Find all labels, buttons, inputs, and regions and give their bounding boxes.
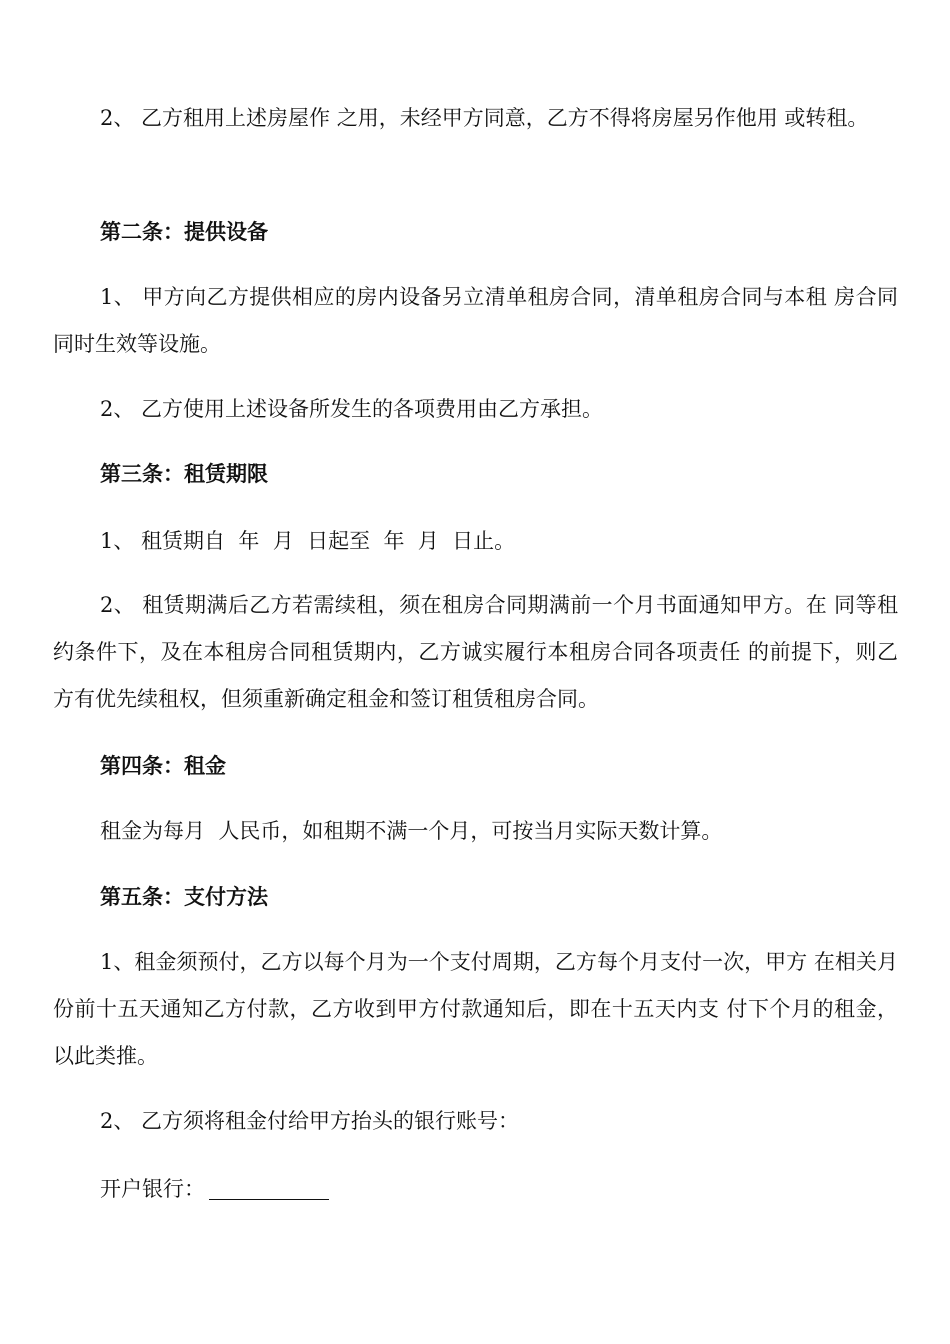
article4-text: 租金为每月 人民币，如租期不满一个月，可按当月实际天数计算。: [100, 819, 723, 843]
article2-heading: 第二条：提供设备: [100, 219, 268, 244]
article2-item1: 1、 甲方向乙方提供相应的房内设备另立清单租房合同，清单租房合同与本租 房合同同时生效等设施。: [53, 285, 898, 356]
article3-heading: 第三条：租赁期限: [100, 461, 268, 486]
bank-blank-line: [209, 1177, 329, 1200]
article3-item1: 1、 租赁期自 年 月 日起至 年 月 日止。: [100, 529, 516, 553]
article4-heading: 第四条：租金: [100, 753, 226, 778]
bank-label: 开户银行：: [100, 1177, 205, 1201]
clause1-item2: 2、 乙方租用上述房屋作 之用，未经甲方同意，乙方不得将房屋另作他用 或转租。: [100, 106, 869, 130]
bank-field: [100, 1174, 329, 1204]
article5-heading: 第五条：支付方法: [100, 884, 268, 909]
article5-item2: 2、 乙方须将租金付给甲方抬头的银行账号：: [100, 1109, 520, 1133]
article5-item1: 1、租金须预付，乙方以每个月为一个支付周期，乙方每个月支付一次，甲方 在相关月份前十五天通知乙方付款，乙方收到甲方付款通知后，即在十五天内支 付下个月的租金，以此类推。: [53, 950, 898, 1068]
article3-item2: 2、 租赁期满后乙方若需续租，须在租房合同期满前一个月书面通知甲方。在 同等租约条件下，及在本租房合同租赁期内，乙方诚实履行本租房合同各项责任 的前提下，则乙方有优先续租权，但须重新确定租金和签订租赁租房合同。: [53, 593, 898, 711]
article2-item2: 2、 乙方使用上述设备所发生的各项费用由乙方承担。: [100, 397, 604, 421]
